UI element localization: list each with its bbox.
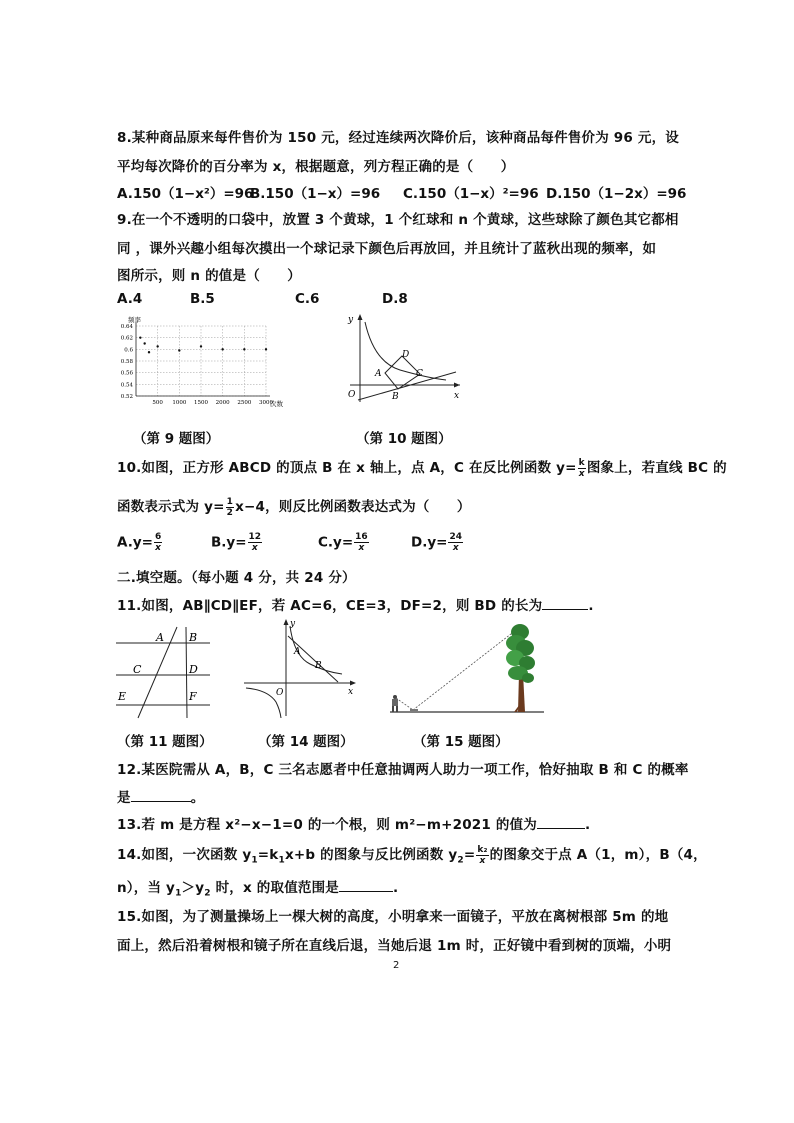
y-tick-label: 0.6 <box>124 347 133 354</box>
data-point <box>143 342 145 344</box>
data-point <box>148 351 150 353</box>
figure-11-diagram <box>114 624 212 720</box>
q9-line2: 同 ，课外兴趣小组每次摸出一个球记录下颜色后再放回，并且统计了蓝秋出现的频率，如 <box>117 241 657 257</box>
fig14-label-a: A <box>294 647 301 657</box>
y-tick-label: 0.64 <box>120 324 133 330</box>
y-tick-label: 0.58 <box>120 359 133 365</box>
fig14-label-b: B <box>315 661 322 671</box>
y-tick-label: 0.52 <box>120 394 133 400</box>
fig14-label-x: x <box>348 687 354 697</box>
x-tick-label: 1000 <box>172 400 187 406</box>
data-point <box>139 336 141 338</box>
x-tick-label: 1500 <box>194 400 208 406</box>
figure-15-diagram <box>388 618 546 718</box>
y-tick-label: 0.54 <box>120 382 133 389</box>
fig11-label-b: B <box>189 631 198 644</box>
x-tick-label: 3000 <box>259 400 273 406</box>
data-point <box>243 348 245 350</box>
data-point <box>265 348 267 350</box>
q10-option-d: D.y= $\frac{24}{x}$ <box>411 532 462 553</box>
x-tick-label: 2000 <box>215 400 230 406</box>
fig9-caption: （第 9 题图） <box>133 431 220 447</box>
person-icon <box>392 695 398 712</box>
q14-line2: n），当 $y_1>y_2$ 时，x 的取值范围是 . <box>117 880 399 899</box>
fig14-label-o: O <box>276 688 284 698</box>
section-2-heading: 二.填空题。（每小题 4 分，共 24 分） <box>117 570 356 586</box>
fig10-label-y: y <box>348 315 354 325</box>
page-number: 2 <box>393 960 400 971</box>
q12-line1: 12.某医院需从 A，B，C 三名志愿者中任意抽调两人助力一项工作，恰好抽取 B 和 C 的概率 <box>117 762 689 778</box>
fig10-label-b: B <box>392 392 399 402</box>
q14-line1: 14.如图，一次函数 $y_1=k_1x+b$ 的图象与反比例函数 $y_2=$ $\frac{\text{k₂}}{x}$ 的图象交于点 A（1，m），B（4， <box>117 844 707 866</box>
q10-option-a: A.y= $\frac{6}{x}$ <box>117 532 162 553</box>
chart-ylabel: 频率 <box>128 316 141 324</box>
q15-line1: 15.如图，为了测量操场上一棵大树的高度，小明拿来一面镜子，平放在离树根部 5m 的地 <box>117 909 669 925</box>
q8-line1: 8.某种商品原来每件售价为 150 元，经过连续两次降价后，该种商品每件售价为 96 元，设 <box>117 130 679 146</box>
fig10-label-d: D <box>402 350 410 360</box>
q9-option-d: D.8 <box>382 291 408 307</box>
fig11-label-c: C <box>133 663 142 676</box>
q9-line3: 图所示，则 n 的值是（ ） <box>117 268 302 284</box>
figure-14-diagram <box>238 616 358 720</box>
x-tick-label: 500 <box>152 400 163 406</box>
q8-option-c: C.150（1−x）²=96 <box>403 186 539 202</box>
q8-option-d: D.150（1−2x）=96 <box>546 186 687 202</box>
x-tick-label: 2500 <box>237 400 252 406</box>
tree-icon <box>506 624 535 712</box>
q12-line2: 是 。 <box>117 790 205 806</box>
answer-blank <box>537 816 585 829</box>
fig15-caption: （第 15 题图） <box>413 734 509 750</box>
y-tick-label: 0.56 <box>120 370 133 377</box>
data-point <box>200 345 202 347</box>
figure-10-diagram <box>338 312 468 404</box>
data-point <box>178 349 180 351</box>
q10-line2: 函数表示式为 y= $\frac{1}{2}$ x−4，则反比例函数表达式为（ ） <box>117 496 471 518</box>
q15-line2: 面上，然后沿着树根和镜子所在直线后退，当她后退 1m 时，正好镜中看到树的顶端，小明 <box>117 938 672 954</box>
q9-option-c: C.6 <box>295 291 320 307</box>
q9-line1: 9.在一个不透明的口袋中，放置 3 个黄球，1 个红球和 n 个黄球，这些球除了颜色其它都相 <box>117 212 679 228</box>
y-tick-label: 0.62 <box>120 335 133 342</box>
fig11-caption: （第 11 题图） <box>117 734 213 750</box>
fig10-label-c: C <box>416 369 423 379</box>
q11-text: 11.如图，AB∥CD∥EF，若 AC=6，CE=3，DF=2，则 BD 的长为 . <box>117 598 594 614</box>
fig14-label-y: y <box>290 619 296 629</box>
fig10-caption: （第 10 题图） <box>356 431 452 447</box>
q13-text: 13.若 m 是方程 x²−x−1=0 的一个根，则 m²−m+2021 的值为 . <box>117 817 591 833</box>
q8-option-a: A.150（1−x²）=96 <box>117 186 254 202</box>
fig11-label-a: A <box>156 631 164 644</box>
answer-blank <box>131 789 191 802</box>
q10-option-c: C.y= $\frac{16}{x}$ <box>318 532 368 553</box>
fig11-label-f: F <box>189 690 197 703</box>
answer-blank <box>542 597 588 610</box>
fig10-label-x: x <box>454 391 460 401</box>
q8-line2: 平均每次降价的百分率为 x，根据题意，列方程正确的是（ ） <box>117 159 515 175</box>
fig11-label-e: E <box>118 690 127 703</box>
answer-blank <box>339 879 393 892</box>
fig10-label-o: O <box>348 390 356 400</box>
q8-option-b: B.150（1−x）=96 <box>250 186 381 202</box>
data-point <box>221 348 223 350</box>
fig11-label-d: D <box>189 663 198 676</box>
q9-option-b: B.5 <box>190 291 215 307</box>
q10-line1: 10.如图，正方形 ABCD 的顶点 B 在 x 轴上，点 A，C 在反比例函数 y= $\frac{k}{x}$ 图象上，若直线 BC 的 <box>117 457 727 479</box>
data-point <box>156 345 158 347</box>
fraction-one-half: $\frac{1}{2}$ <box>226 496 234 518</box>
fraction-k-over-x: $\frac{k}{x}$ <box>578 457 585 479</box>
chart-xlabel: 次数 <box>270 400 283 408</box>
fraction-k2-over-x: $\frac{\text{k₂}}{x}$ <box>477 844 488 866</box>
fig10-label-a: A <box>375 369 382 379</box>
fig14-caption: （第 14 题图） <box>258 734 354 750</box>
q10-option-b: B.y= $\frac{12}{x}$ <box>211 532 262 553</box>
frequency-chart <box>112 312 292 416</box>
q9-option-a: A.4 <box>117 291 143 307</box>
